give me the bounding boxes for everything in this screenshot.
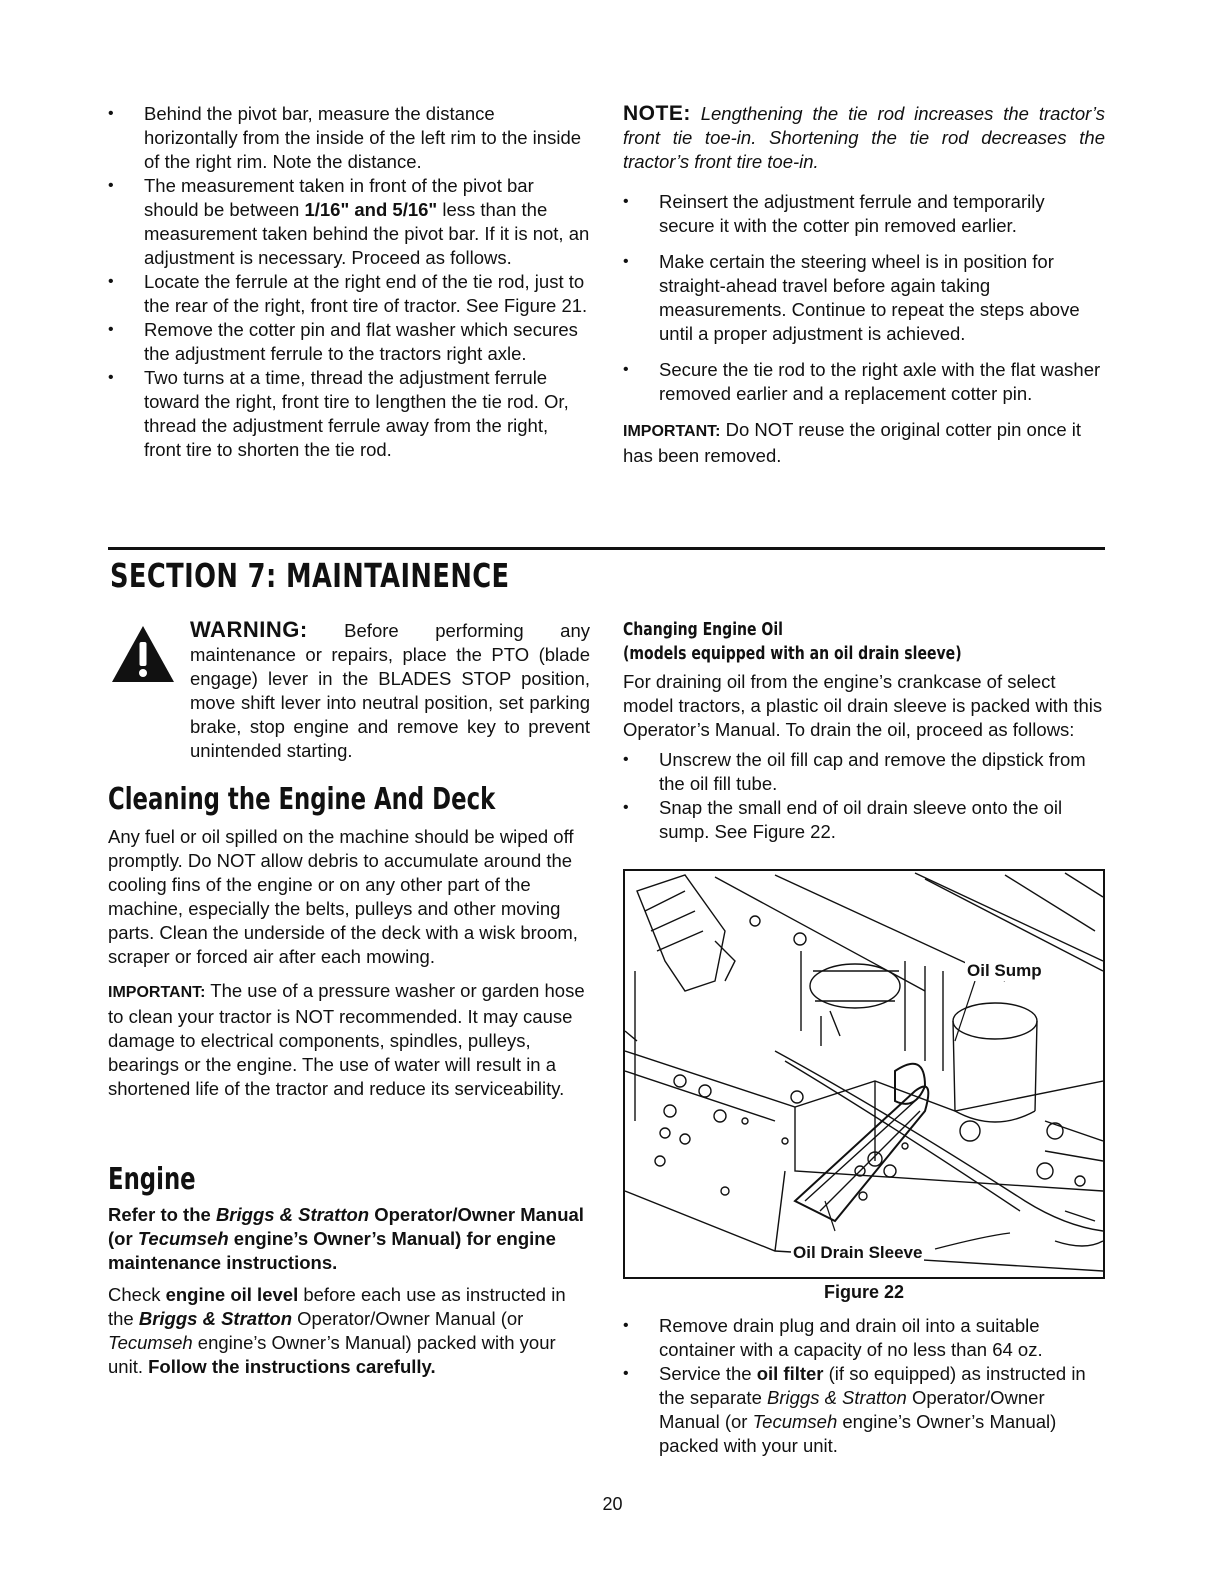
list-item-text: Service the	[659, 1363, 757, 1384]
cleaning-important	[108, 979, 590, 1101]
tie-rod-steps-list	[108, 102, 590, 462]
cleaning-body: Any fuel or oil spilled on the machine should be wiped off promptly. Do NOT allow debris to accumulate around the cooling fins of the engine or on any other part of the machine, especially the belts, pulleys and other moving parts. Clean the underside of the deck with a wisk broom, scraper or forced air after each mowing.	[108, 826, 578, 967]
right-top-column	[623, 102, 1105, 468]
oil-filter-term: oil filter	[756, 1363, 824, 1384]
note-paragraph	[623, 102, 1105, 174]
engine-refer-part: Refer to the	[108, 1204, 216, 1225]
engine-section	[108, 1162, 590, 1379]
engine-check-part: before each use as instructed in the	[108, 1284, 566, 1329]
important-text: Do NOT reuse the original cotter pin once it has been removed.	[623, 419, 1082, 466]
cleaning-heading: Cleaning the Engine And Deck	[108, 782, 496, 817]
figure-caption: Figure 22	[823, 1282, 905, 1302]
section-divider	[108, 547, 1105, 550]
list-item-text: less than the measurement taken behind the pivot bar. If it is not, an adjustment is necessary. Proceed as follows.	[144, 199, 590, 268]
list-item: • Locate the ferrule at the right end of the tie rod, just to the rear of the right, front tire of tractor. See Figure 21.	[108, 270, 590, 318]
note-label: NOTE:	[623, 102, 691, 125]
briggs-stratton-name: Briggs & Stratton	[138, 1308, 292, 1329]
list-item: • Two turns at a time, thread the adjustment ferrule toward the right, front tire to lengthen the tie rod. Or, thread the adjustment ferrule away from the right, front tire to shorten the tie rod.	[108, 366, 590, 462]
oil-sump-label: Oil Sump	[967, 961, 1042, 980]
list-item-text: The measurement taken in front of the pivot bar should be between	[144, 175, 534, 220]
tecumseh-name: Tecumseh	[752, 1411, 838, 1432]
changing-oil-section	[623, 618, 1105, 844]
engine-check-part: engine’s Owner’s Manual) packed with your unit.	[108, 1332, 556, 1377]
after-figure-steps	[623, 1314, 1105, 1458]
engine-check-part: Check	[108, 1284, 166, 1305]
engine-check-text	[108, 1283, 590, 1379]
oil-drain-sleeve-label: Oil Drain Sleeve	[793, 1243, 923, 1262]
warning-label: WARNING:	[190, 617, 308, 642]
warning-text	[190, 618, 590, 763]
engine-refer-text	[108, 1203, 590, 1275]
left-top-column	[108, 102, 590, 462]
warning-icon	[110, 624, 176, 684]
note-text: Lengthening the tie rod increases the tractor’s front tie toe-in. Shortening the tie rod decreases the tractor’s front tire toe-in.	[623, 103, 1105, 172]
important-cotter-pin	[623, 418, 1105, 468]
list-item: • Snap the small end of oil drain sleeve onto the oil sump. See Figure 22.	[623, 796, 1105, 844]
changing-oil-intro: For draining oil from the engine’s crankcase of select model tractors, a plastic oil drain sleeve is packed with this Operator’s Manual. To drain the oil, proceed as follows:	[623, 671, 1103, 740]
page-number: 20	[602, 1494, 623, 1514]
important-label: IMPORTANT:	[108, 984, 206, 1001]
measurement-range: 1/16" and 5/16"	[304, 199, 438, 220]
list-item	[108, 174, 590, 270]
list-item-text: engine’s Owner’s Manual) packed with your unit.	[659, 1411, 1057, 1456]
briggs-stratton-name: Briggs & Stratton	[767, 1387, 907, 1408]
oil-drain-steps-list	[623, 748, 1105, 844]
tecumseh-name: Tecumseh	[108, 1332, 193, 1353]
list-item: • Make certain the steering wheel is in position for straight-ahead travel before again taking measurements. Continue to repeat the steps above until a proper adjustment is achieved.	[623, 250, 1105, 346]
oil-sump-drawing	[625, 871, 1103, 1277]
oil-service-list	[623, 1314, 1105, 1458]
changing-oil-heading: Changing Engine Oil	[623, 619, 783, 640]
figure-22-illustration	[623, 869, 1105, 1279]
follow-instructions-text: Follow the instructions carefully.	[148, 1356, 436, 1377]
list-item: • Remove the cotter pin and flat washer which secures the adjustment ferrule to the tractors right axle.	[108, 318, 590, 366]
list-item: • Behind the pivot bar, measure the distance horizontally from the inside of the left rim to the inside of the right rim. Note the distance.	[108, 102, 590, 174]
list-item-text: Operator/Owner Manual (or	[659, 1387, 1045, 1432]
engine-refer-part: engine’s Owner’s Manual) for engine maintenance instructions.	[108, 1228, 556, 1273]
engine-heading: Engine	[108, 1162, 196, 1197]
changing-oil-subheading: (models equipped with an oil drain sleeve)	[623, 643, 962, 664]
important-text: The use of a pressure washer or garden hose to clean your tractor is NOT recommended. It may cause damage to electrical components, spindles, pulleys, bearings or the engine. The use of water will result in a shortened life of the tractor and reduce its serviceability.	[108, 980, 585, 1099]
important-label: IMPORTANT:	[623, 423, 721, 440]
cleaning-section	[108, 782, 590, 1101]
engine-check-part: Operator/Owner Manual (or	[292, 1308, 524, 1329]
list-item	[623, 1362, 1105, 1458]
reassembly-list	[623, 190, 1105, 406]
list-item-text: (if so equipped) as instructed in the separate	[659, 1363, 1086, 1408]
briggs-stratton-name: Briggs & Stratton	[215, 1204, 370, 1225]
tecumseh-name: Tecumseh	[137, 1228, 229, 1249]
engine-oil-level-term: engine oil level	[165, 1284, 299, 1305]
list-item: • Secure the tie rod to the right axle with the flat washer removed earlier and a replacement cotter pin.	[623, 358, 1105, 406]
list-item: • Unscrew the oil fill cap and remove the dipstick from the oil fill tube.	[623, 748, 1105, 796]
list-item: • Remove drain plug and drain oil into a suitable container with a capacity of no less than 64 oz.	[623, 1314, 1105, 1362]
list-item: • Reinsert the adjustment ferrule and temporarily secure it with the cotter pin removed earlier.	[623, 190, 1105, 238]
warning-body: Before performing any maintenance or repairs, place the PTO (blade engage) lever in the BLADES STOP position, move shift lever into neutral position, set parking brake, stop engine and remove key to prevent unintended starting.	[190, 620, 590, 761]
warning-block	[108, 618, 590, 763]
engine-refer-part: Operator/Owner Manual (or	[108, 1204, 584, 1249]
section-title: SECTION 7: MAINTAINENCE	[110, 556, 510, 595]
